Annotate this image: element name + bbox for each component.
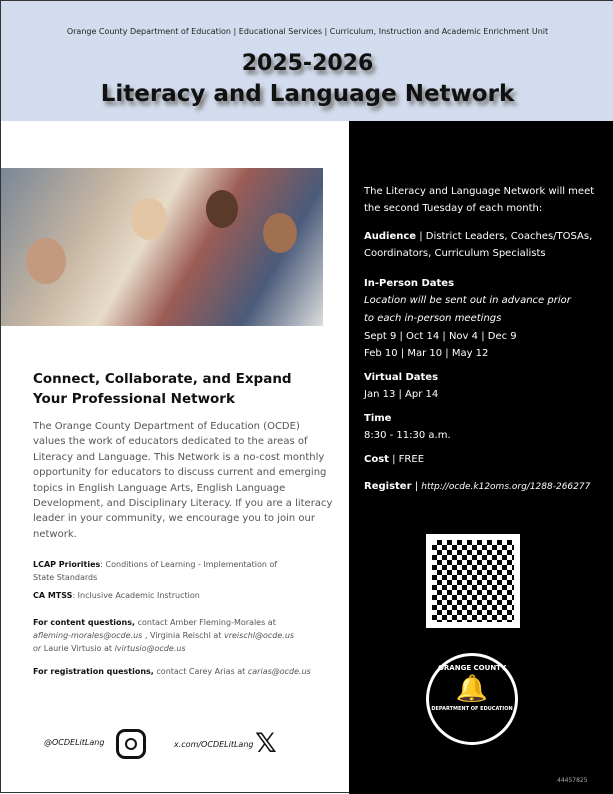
audience: Audience | District Leaders, Coaches/TOSAs, Coordinators, Curriculum Specialists xyxy=(364,231,593,259)
educators-photo xyxy=(1,168,323,326)
bell-icon: 🔔 xyxy=(455,674,489,704)
x-logo-icon[interactable]: 𝕏 xyxy=(255,728,277,759)
email-link[interactable]: lvirtusio@ocde.us xyxy=(114,644,186,654)
email-link[interactable]: afleming-morales@ocde.us xyxy=(33,631,143,641)
instagram-handle[interactable]: @OCDELitLang xyxy=(44,738,105,747)
document-code: 44457825 xyxy=(557,777,588,784)
content-questions: For content questions, contact Amber Fleming-Morales at afleming-morales@ocde.us , Virginia Reischl at vreischl@ocde.us or Laurie Virtusio at lvirtusio@ocde.us xyxy=(33,618,295,654)
register: Register | http://ocde.k12oms.org/1288-266277 xyxy=(364,481,591,492)
register-link[interactable]: http://ocde.k12oms.org/1288-266277 xyxy=(421,482,591,492)
year-title: 2025-2026 xyxy=(241,51,374,76)
cost: Cost | FREE xyxy=(364,454,425,465)
header-banner xyxy=(1,1,613,121)
email-link[interactable]: carias@ocde.us xyxy=(247,667,311,677)
instagram-icon[interactable] xyxy=(116,729,146,759)
left-column xyxy=(33,369,333,678)
unit-line: Orange County Department of Education | Educational Services | Curriculum, Instruction and Academic Enrichment Unit xyxy=(66,27,549,36)
x-handle[interactable]: x.com/OCDELitLang xyxy=(174,740,254,749)
ocde-seal-logo: ORANGE COUNTY 🔔 DEPARTMENT OF EDUCATION xyxy=(426,653,518,745)
email-link[interactable]: vreischl@ocde.us xyxy=(223,631,295,641)
lcap-priorities: LCAP Priorities: Conditions of Learning - Implementation of State Standards xyxy=(33,560,278,583)
in-person-dates: In-Person Dates Location will be sent out in advance prior to each in-person meetings Sept 9 | Oct 14 | Nov 4 | Dec 9 Feb 10 | Mar 10 | May 12 xyxy=(364,278,571,359)
time: Time 8:30 - 11:30 a.m. xyxy=(364,413,451,441)
registration-questions: For registration questions, contact Carey Arias at carias@ocde.us xyxy=(33,667,311,677)
section-heading: Connect, Collaborate, and Expand Your Professional Network xyxy=(33,371,292,407)
page-title: Literacy and Language Network xyxy=(100,81,515,107)
virtual-dates: Virtual Dates Jan 13 | Apr 14 xyxy=(364,372,439,400)
ca-mtss: CA MTSS: Inclusive Academic Instruction xyxy=(33,591,200,601)
meeting-intro: The Literacy and Language Network will meet the second Tuesday of each month: xyxy=(364,186,595,214)
registration-qr-code[interactable] xyxy=(426,534,520,628)
intro-text: The Orange County Department of Education (OCDE) values the work of educators dedicated to the areas of Literacy and Language. This Network is a no-cost monthly opportunity for educators to discuss current and emerging topics in English Language Arts, English Language Development, and Disciplinary Literacy. If you are a literacy leader in your community, we encourage you to join our network. xyxy=(33,421,333,540)
